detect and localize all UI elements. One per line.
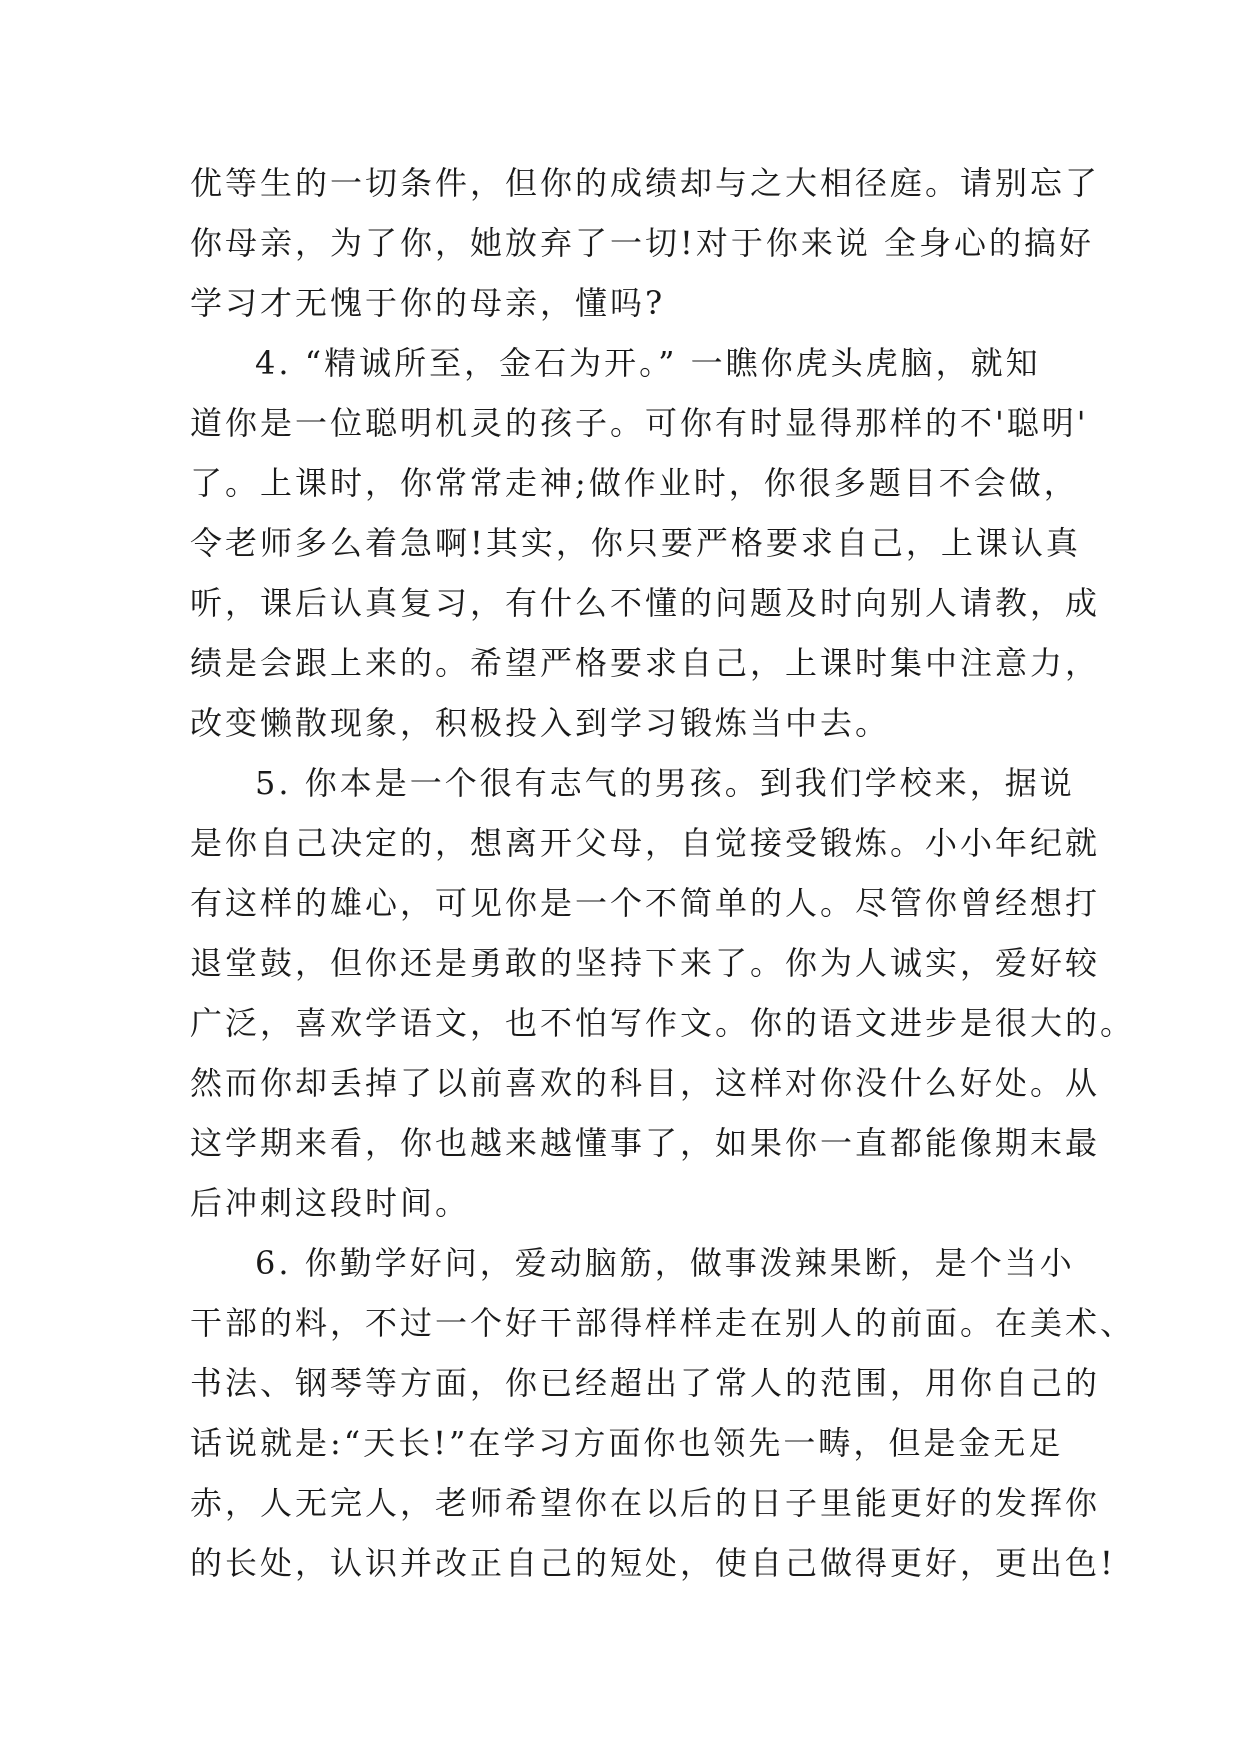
text-line: 话说就是:“天长!”在学习方面你也领先一畴，但是金无足 [190, 1424, 1064, 1462]
text-line: 然而你却丢掉了以前喜欢的科目，这样对你没什么好处。从 [190, 1064, 1101, 1102]
text-line: 了。上课时，你常常走神;做作业时，你很多题目不会做， [190, 464, 1079, 502]
text-line: 5. 你本是一个很有志气的男孩。到我们学校来，据说 [255, 764, 1075, 802]
text-line: 绩是会跟上来的。希望严格要求自己，上课时集中注意力， [190, 644, 1101, 682]
text-line: 你母亲，为了你，她放弃了一切!对于你来说 全身心的搞好 [190, 224, 1095, 262]
text-line: 书法、钢琴等方面，你已经超出了常人的范围，用你自己的 [190, 1364, 1101, 1402]
text-line: 干部的料，不过一个好干部得样样走在别人的前面。在美术、 [190, 1304, 1136, 1342]
text-line: 这学期来看，你也越来越懂事了，如果你一直都能像期末最 [190, 1124, 1101, 1162]
text-line: 学习才无愧于你的母亲，懂吗? [190, 284, 666, 322]
text-line: 是你自己决定的，想离开父母，自觉接受锻炼。小小年纪就 [190, 824, 1101, 862]
text-line: 广泛，喜欢学语文，也不怕写作文。你的语文进步是很大的。 [190, 1004, 1136, 1042]
text-line: 赤，人无完人，老师希望你在以后的日子里能更好的发挥你 [190, 1484, 1101, 1522]
paragraph-6 [190, 1233, 1136, 1593]
text-line: 4. “精诚所至，金石为开。” 一瞧你虎头虎脑，就知 [255, 344, 1041, 382]
text-line: 后冲刺这段时间。 [190, 1184, 471, 1222]
text-line: 优等生的一切条件，但你的成绩却与之大相径庭。请别忘了 [190, 164, 1101, 202]
text-line: 令老师多么着急啊!其实，你只要严格要求自己，上课认真 [190, 524, 1081, 562]
text-line: 听，课后认真复习，有什么不懂的问题及时向别人请教，成 [190, 584, 1101, 622]
text-line: 改变懒散现象，积极投入到学习锻炼当中去。 [190, 704, 891, 742]
paragraph-continued [190, 153, 1101, 333]
document-body [190, 153, 1136, 1593]
text-line: 退堂鼓，但你还是勇敢的坚持下来了。你为人诚实，爱好较 [190, 944, 1101, 982]
paragraph-5 [190, 753, 1136, 1233]
text-line: 的长处，认识并改正自己的短处，使自己做得更好，更出色! [190, 1544, 1116, 1582]
text-line: 道你是一位聪明机灵的孩子。可你有时显得那样的不'聪明' [190, 404, 1089, 442]
paragraph-4 [190, 333, 1101, 753]
text-line: 有这样的雄心，可见你是一个不简单的人。尽管你曾经想打 [190, 884, 1101, 922]
text-line: 6. 你勤学好问，爱动脑筋，做事泼辣果断，是个当小 [255, 1244, 1075, 1282]
